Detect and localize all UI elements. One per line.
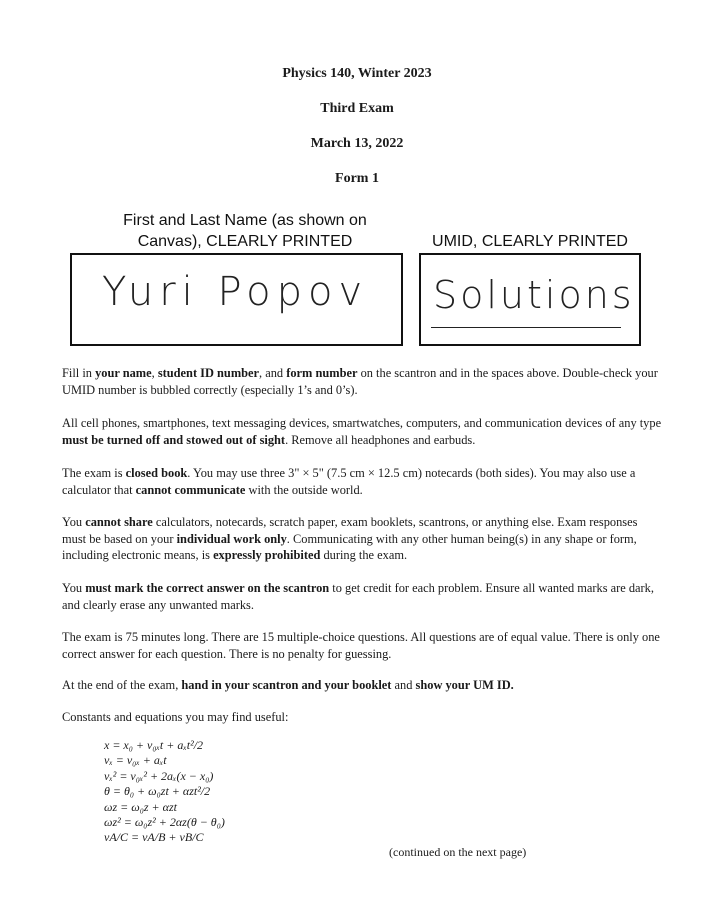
name-box <box>70 253 403 346</box>
instruction-hand-in: At the end of the exam, hand in your scantron and your booklet and show your UM ID. <box>62 678 514 692</box>
exam-date: March 13, 2022 <box>310 136 404 151</box>
exam-title: Third Exam <box>320 101 394 116</box>
umid-underline <box>431 327 621 328</box>
instruction-duration: The exam is 75 minutes long. There are 15 multiple-choice questions. All questions are of equal value. There is only one correct answer for each question. There is no penalty for guessing. <box>62 630 660 661</box>
instruction-devices: All cell phones, smartphones, text messaging devices, smartwatches, computers, and communication devices of any type must be turned off and stowed out of sight. Remove all headphones and earbuds. <box>62 416 662 447</box>
umid-box <box>419 253 641 346</box>
equation: vₓ = v₀ₓ + aₓt <box>104 753 167 768</box>
equation: θ = θ₀ + ω₀zt + αzt²/2 <box>104 784 211 799</box>
equation: x = x₀ + v₀ₓt + aₓt²/2 <box>104 738 204 752</box>
instruction-fill-in: Fill in your name, student ID number, and form number on the scantron and in the spaces above. Double-check your UMID number is bubbled correctly (especially 1’s and 0’s). <box>62 366 658 397</box>
umid-field-label: UMID, CLEARLY PRINTED <box>432 233 628 250</box>
exam-form: Form 1 <box>335 171 379 186</box>
instruction-no-sharing: You cannot share calculators, notecards, scratch paper, exam booklets, scantrons, or anything else. Exam responses must be based on your individual work only. Communicating with any other human being(s) in any shape or form, including electronic means, is expressly prohibited during the exam. <box>62 515 638 562</box>
equation: vA/C = vA/B + vB/C <box>104 830 204 845</box>
equation: ωz = ω₀z + αzt <box>104 799 177 814</box>
equations-intro: Constants and equations you may find useful: <box>62 710 289 724</box>
name-field-label: First and Last Name (as shown on Canvas), CLEARLY PRINTED <box>123 212 367 250</box>
equation-list <box>104 738 225 846</box>
instruction-scantron: You must mark the correct answer on the scantron to get credit for each problem. Ensure all wanted marks are dark, and clearly erase any unwanted marks. <box>62 581 654 612</box>
equation: vₓ² = v₀ₓ² + 2aₓ(x − x₀) <box>104 768 214 783</box>
equation: ωz² = ω₀z² + 2αz(θ − θ₀) <box>104 815 225 830</box>
handwritten-umid: Solutions <box>433 273 635 317</box>
course-title: Physics 140, Winter 2023 <box>282 66 432 81</box>
continued-note: (continued on the next page) <box>389 845 527 859</box>
handwritten-name: Yuri Popov <box>102 269 369 315</box>
instruction-closed-book: The exam is closed book. You may use three 3" × 5" (7.5 cm × 12.5 cm) notecards (both sides). You may also use a calculator that cannot communicate with the outside world. <box>62 466 636 497</box>
